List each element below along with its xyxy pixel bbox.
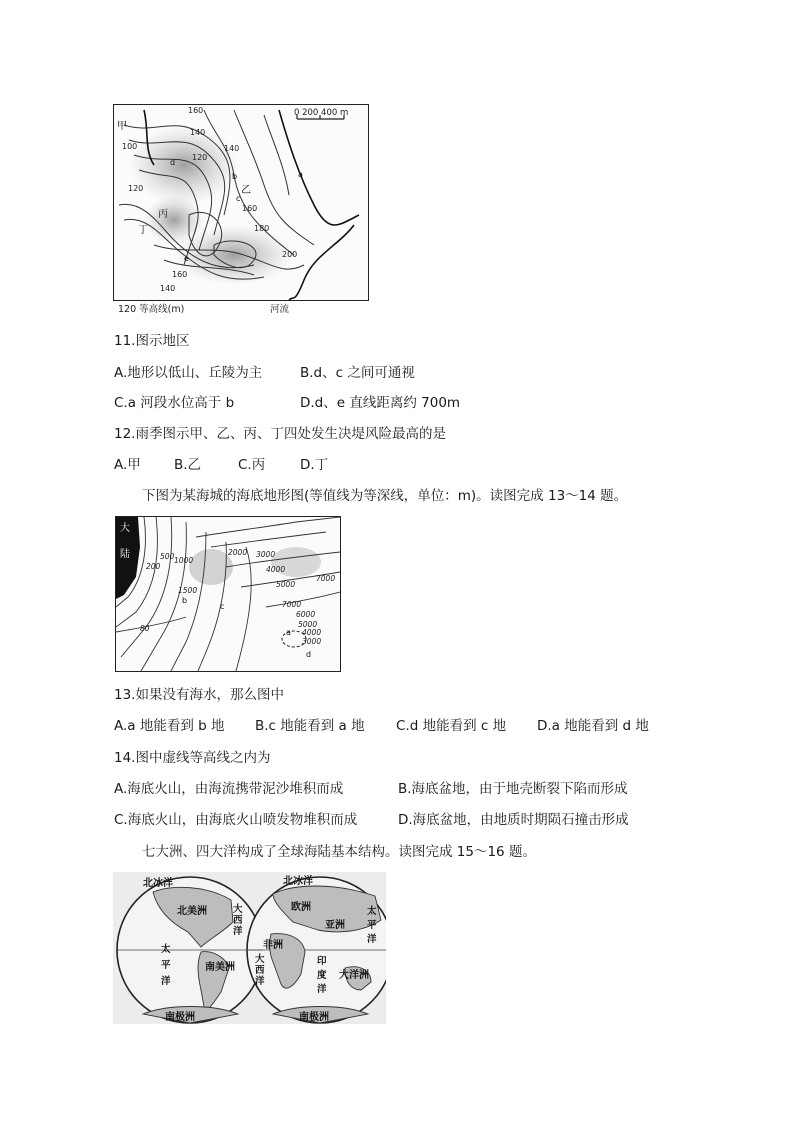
point-a: a (286, 628, 291, 637)
point-b: b (182, 596, 188, 605)
depth-label: 1000 (174, 556, 194, 565)
q14-option-d[interactable]: D.海底盆地，由地质时期陨石撞击形成 (398, 812, 629, 828)
q12-option-d[interactable]: D.丁 (300, 457, 329, 473)
depth-label: 200 (146, 562, 161, 571)
continent-label-char2: 陆 (120, 549, 130, 560)
label-pacific-west: 太平洋 (161, 944, 171, 987)
label-arctic-ocean-east: 北冰洋 (283, 876, 313, 887)
point-d: d (306, 650, 312, 659)
place-jia: 甲 (117, 121, 127, 132)
q11-option-d[interactable]: D.d、e 直线距离约 700m (300, 395, 461, 411)
depth-label: 2000 (228, 548, 248, 557)
legend-contour: 120 等高线(m) (118, 304, 185, 315)
place-yi: 乙 (241, 185, 251, 196)
point-e: e (184, 254, 189, 263)
contour-label: 200 (282, 250, 298, 259)
depth-label: 4000 (266, 565, 286, 574)
q11-stem: 11.图示地区 (114, 333, 190, 349)
label-antarctica-west: 南极洲 (165, 1012, 195, 1023)
seafloor-map-drawing (116, 517, 340, 671)
legend-river: 河流 (270, 304, 290, 315)
hemisphere-map-drawing (113, 872, 386, 1024)
depth-label: 1500 (178, 586, 198, 595)
continent-label-char1: 大 (120, 523, 130, 534)
contour-label: 160 (172, 270, 188, 279)
q14-option-a[interactable]: A.海底火山，由海流携带泥沙堆积而成 (114, 781, 344, 797)
label-oceania: 大洋洲 (339, 970, 369, 981)
place-bing: 丙 (158, 209, 168, 220)
point-b: b (232, 172, 238, 181)
contour-label: 140 (224, 144, 240, 153)
label-antarctica-east: 南极洲 (299, 1012, 329, 1023)
q14-option-c[interactable]: C.海底火山，由海底火山喷发物堆积而成 (114, 812, 358, 828)
label-arctic-ocean-west: 北冰洋 (143, 878, 173, 889)
q12-option-a[interactable]: A.甲 (114, 457, 141, 473)
contour-label: 140 (190, 128, 206, 137)
contour-label: 100 (122, 142, 138, 151)
depth-label: 7000 (316, 574, 336, 583)
label-atlantic-east: 大西洋 (255, 954, 265, 987)
depth-label: 3000 (302, 637, 322, 646)
label-south-america: 南美洲 (205, 962, 235, 973)
depth-label: 4000 (302, 628, 322, 637)
depth-label: 7000 (282, 600, 302, 609)
label-africa: 非洲 (263, 940, 283, 951)
q11-option-c[interactable]: C.a 河段水位高于 b (114, 395, 235, 411)
q13-option-d[interactable]: D.a 地能看到 d 地 (537, 718, 649, 734)
intro-15-16: 七大洲、四大洋构成了全球海陆基本结构。读图完成 15～16 题。 (142, 844, 536, 860)
depth-label: 5000 (276, 580, 296, 589)
q14-option-b[interactable]: B.海底盆地，由于地壳断裂下陷而形成 (398, 781, 628, 797)
label-europe: 欧洲 (291, 902, 311, 913)
q13-option-a[interactable]: A.a 地能看到 b 地 (114, 718, 225, 734)
q13-stem: 13.如果没有海水，那么图中 (114, 687, 284, 703)
contour-label: 120 (192, 153, 208, 162)
q11-option-a[interactable]: A.地形以低山、丘陵为主 (114, 365, 263, 381)
point-d: d (170, 158, 176, 167)
label-atlantic-west: 大西洋 (233, 904, 243, 937)
label-north-america: 北美洲 (177, 906, 207, 917)
contour-map-drawing (114, 105, 368, 300)
label-asia: 亚洲 (325, 920, 345, 931)
point-c: c (220, 602, 225, 611)
q12-option-b[interactable]: B.乙 (174, 457, 202, 473)
q11-option-b[interactable]: B.d、c 之间可通视 (300, 365, 415, 381)
depth-label: 500 (160, 552, 175, 561)
q13-option-b[interactable]: B.c 地能看到 a 地 (255, 718, 365, 734)
depth-label: 5000 (298, 620, 318, 629)
depth-label: 6000 (296, 610, 316, 619)
contour-map (113, 104, 369, 301)
label-pacific-east: 太平洋 (367, 906, 377, 945)
q12-stem: 12.雨季图示甲、乙、丙、丁四处发生决堤风险最高的是 (114, 426, 446, 442)
depth-label: 3000 (256, 550, 276, 559)
label-indian-ocean: 印度洋 (317, 956, 327, 995)
scale-bar-label: 0 200 400 m (294, 108, 349, 118)
contour-label: 180 (254, 224, 270, 233)
q14-stem: 14.图中虚线等高线之内为 (114, 750, 271, 766)
contour-label: 160 (242, 204, 258, 213)
seafloor-map (115, 516, 341, 672)
q12-option-c[interactable]: C.丙 (238, 457, 266, 473)
depth-label: 80 (140, 624, 150, 633)
contour-label: 140 (160, 284, 176, 293)
intro-13-14: 下图为某海城的海底地形图(等值线为等深线，单位：m)。读图完成 13～14 题。 (142, 488, 628, 504)
contour-label: 120 (128, 184, 144, 193)
point-c: c (236, 194, 241, 203)
q13-option-c[interactable]: C.d 地能看到 c 地 (396, 718, 507, 734)
point-a: a (298, 170, 303, 179)
contour-label: 160 (188, 106, 204, 115)
place-ding: 丁 (138, 225, 148, 236)
hemisphere-map (113, 872, 386, 1024)
